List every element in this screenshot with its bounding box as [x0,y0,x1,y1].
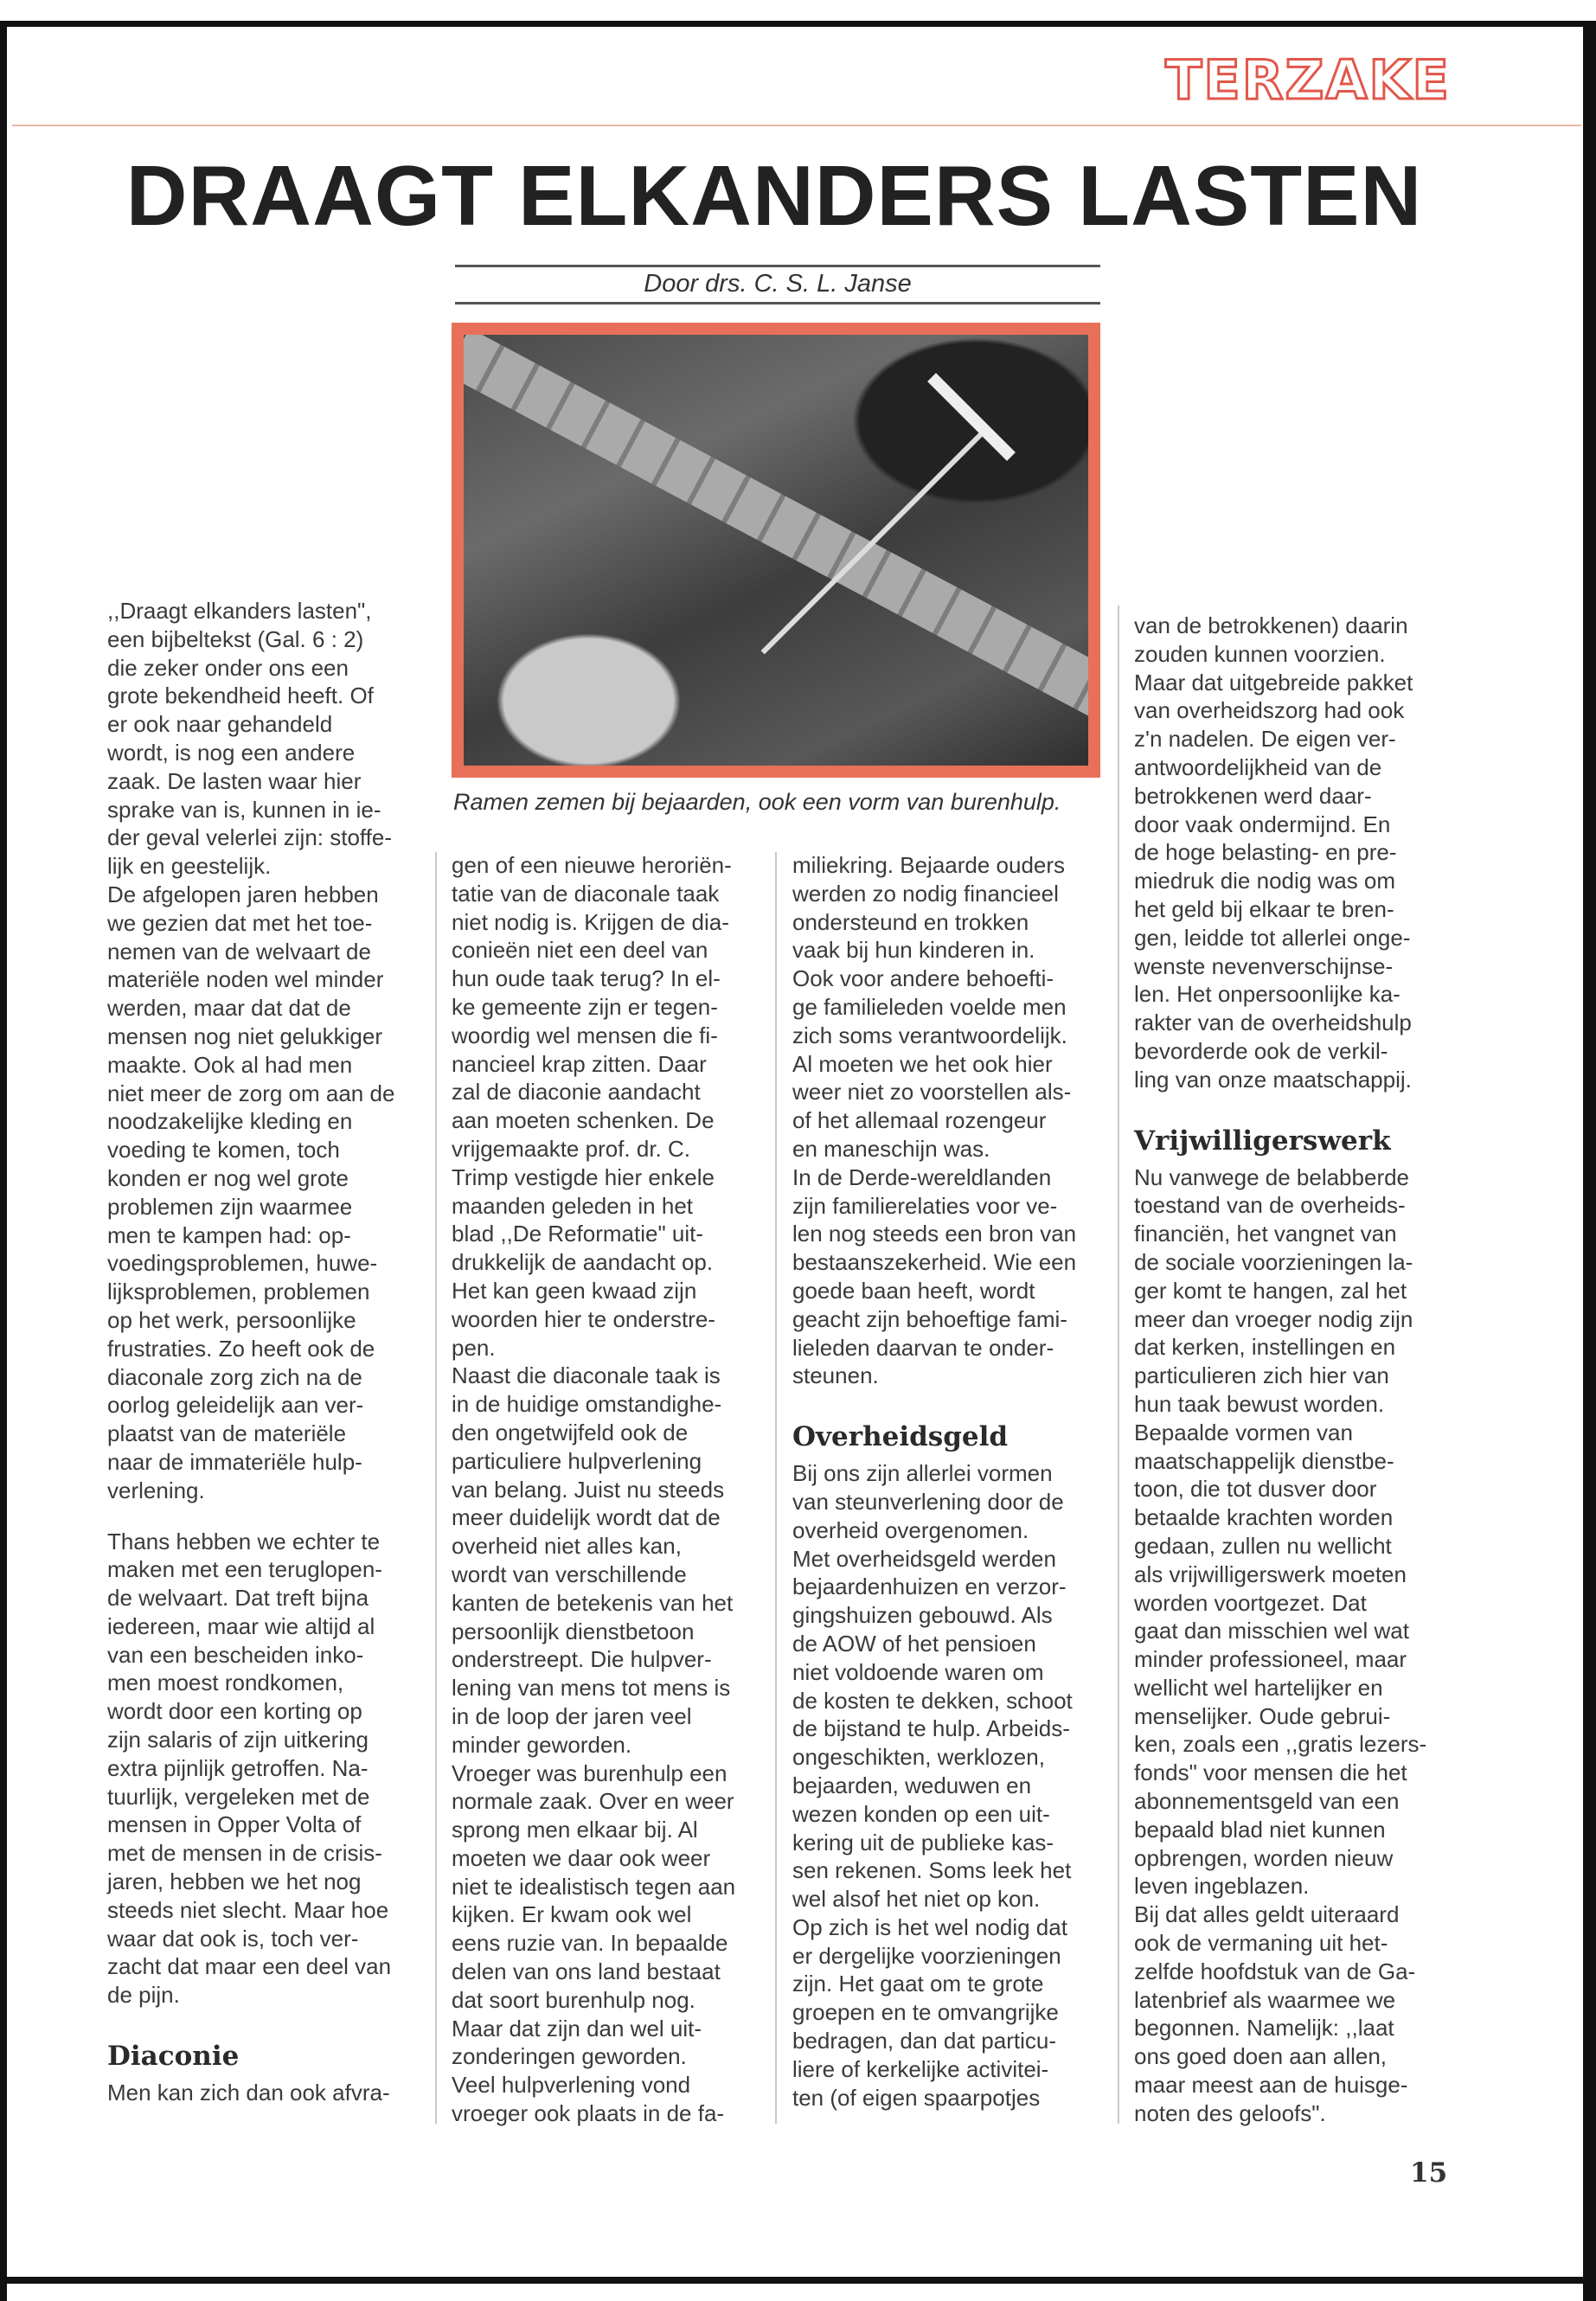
text-line: Vroeger was burenhulp een [452,1759,727,1786]
text-line: Men kan zich dan ook afvra- [107,2080,390,2106]
text-line: De afgelopen jaren hebben [107,881,379,907]
text-line: ke gemeente zijn er tegen- [452,993,718,1020]
text-line: normale zaak. Over en weer [452,1788,734,1815]
text-line: Trimp vestigde hier enkele [452,1163,715,1190]
text-line: ten (of eigen spaarpotjes [792,2084,1041,2111]
text-line: hun taak bewust worden. [1134,1390,1385,1417]
text-line: zouden kunnen voorzien. [1134,640,1386,667]
text-line: opbrengen, worden nieuw [1134,1844,1394,1871]
text-line: steunen. [792,1362,879,1389]
section-heading: Vrijwilligerswerk [1134,1125,1391,1157]
text-line: de AOW of het pensioen [792,1630,1036,1657]
text-line: er ook naar gehandeld [107,711,333,738]
text-line: betrokkenen werd daar- [1134,782,1372,809]
text-line: eens ruzie van. In bepaalde [452,1930,728,1957]
text-line: dat kerken, instellingen en [1134,1334,1396,1361]
text-line: liere of kerkelijke activitei- [792,2055,1049,2082]
text-line: Ook voor andere behoefti- [792,965,1054,992]
article-photo [452,323,1100,778]
text-line: der geval velerlei zijn: stoffe- [107,824,393,851]
text-line: aan moeten schenken. De [452,1107,715,1134]
text-line: hun oude taak terug? In el- [452,965,721,992]
text-line: grote bekendheid heeft. Of [107,683,374,709]
text-line: mensen nog niet gelukkiger [107,1022,382,1049]
text-line: Bij ons zijn allerlei vormen [792,1460,1053,1487]
text-line: meer duidelijk wordt dat de [452,1504,721,1531]
text-line: miliekring. Bejaarde ouders [792,852,1066,878]
text-line: geacht zijn behoeftige fami- [792,1305,1067,1332]
text-line: abonnementsgeld van een [1134,1788,1400,1815]
text-line: diaconale zorg zich na de [107,1363,362,1390]
text-line: Het kan geen kwaad zijn [452,1277,697,1304]
text-line: of het allemaal rozengeur [792,1107,1047,1134]
text-line: bedragen, dan dat particu- [792,2028,1056,2054]
text-line: ons goed doen aan allen, [1134,2043,1388,2070]
text-line: minder geworden. [452,1731,632,1758]
text-line: Maar dat uitgebreide pakket [1134,669,1413,695]
text-line: noodzakelijke kleding en [107,1108,353,1135]
byline-rule-top [455,265,1100,267]
text-line: extra pijnlijk getroffen. Na- [107,1754,369,1781]
text-line: iedereen, maar wie altijd al [107,1612,375,1639]
text-line: blad ,,De Reformatie" uit- [452,1221,704,1247]
text-line: een bijbeltekst (Gal. 6 : 2) [107,625,364,652]
text-line: jaren, hebben we het nog [107,1868,362,1895]
text-line: niet nodig is. Krijgen de dia- [452,908,729,935]
text-line: fonds" voor mensen die het [1134,1759,1407,1786]
text-line: niet meer de zorg om aan de [107,1080,395,1106]
page-frame-bottom [0,2277,1596,2284]
text-line: onderstreept. Die hulpver- [452,1646,712,1673]
text-line: ger komt te hangen, zal het [1134,1277,1407,1304]
page-number: 15 [1410,2157,1448,2189]
text-line: men te kampen had: op- [107,1221,351,1248]
text-line: met de mensen in de crisis- [107,1840,382,1867]
text-line: bevorderde ook de verkil- [1134,1037,1388,1064]
byline-rule-bottom [455,302,1100,304]
text-line: zelfde hoofdstuk van de Ga- [1134,1958,1416,1984]
paragraph-gap [107,1505,427,1528]
text-line: goede baan heeft, wordt [792,1277,1035,1304]
text-line: de welvaart. Dat treft bijna [107,1585,369,1612]
text-line: persoonlijk dienstbetoon [452,1618,695,1644]
text-line: ling van onze maatschappij. [1134,1066,1412,1093]
text-line: het geld bij elkaar te bren- [1134,895,1394,922]
text-line: maakte. Ook al had men [107,1051,353,1078]
text-line: zal de diaconie aandacht [452,1079,701,1106]
column-divider [435,852,437,2124]
text-line: lijksproblemen, problemen [107,1279,370,1305]
text-line: delen van ons land bestaat [452,1958,721,1985]
text-line: van steunverlening door de [792,1488,1064,1515]
text-line: tuurlijk, vergeleken met de [107,1783,370,1810]
text-line: wordt door een korting op [107,1698,362,1725]
text-line: zaak. De lasten waar hier [107,767,362,794]
text-line: maanden geleden in het [452,1192,694,1219]
article-column-1 [107,597,427,2107]
text-line: konden er nog wel grote [107,1164,349,1191]
text-line: particulieren zich hier van [1134,1362,1389,1389]
section-heading: Overheidsgeld [792,1421,1009,1453]
header-rule [12,125,1581,126]
text-line: gingshuizen gebouwd. Als [792,1602,1053,1629]
text-line: problemen zijn waarmee [107,1193,353,1220]
text-line: steeds niet slecht. Maar hoe [107,1896,389,1923]
text-line: gen, leidde tot allerlei onge- [1134,924,1411,951]
text-line: men moest rondkomen, [107,1670,344,1696]
text-line: de bijstand te hulp. Arbeids- [792,1715,1070,1742]
text-line: lening van mens tot mens is [452,1675,731,1702]
text-line: Bepaalde vormen van [1134,1419,1353,1445]
page-frame-right [1583,21,1596,2301]
text-line: leven ingeblazen. [1134,1873,1310,1900]
page-frame-top [0,21,1585,27]
text-line: maatschappelijk dienstbe- [1134,1447,1394,1474]
text-line: niet voldoende waren om [792,1658,1044,1685]
text-line: sen rekenen. Soms leek het [792,1857,1072,1884]
text-line: sprake van is, kunnen in ie- [107,796,381,823]
text-line: door vaak ondermijnd. En [1134,811,1391,837]
text-line: zacht dat maar een deel van [107,1953,392,1980]
text-line: oorlog geleidelijk aan ver- [107,1392,364,1419]
text-line: de kosten te dekken, schoot [792,1687,1073,1714]
text-line: financiën, het vangnet van [1134,1221,1397,1247]
text-line: woordig wel mensen die fi- [452,1022,718,1048]
text-line: Op zich is het wel nodig dat [792,1913,1067,1940]
text-line: den ongetwijfeld ook de [452,1419,689,1445]
text-line: meer dan vroeger nodig zijn [1134,1305,1413,1332]
text-line: mensen in Opper Volta of [107,1811,362,1838]
text-line: betaalde krachten worden [1134,1504,1394,1531]
text-line: bepaald blad niet kunnen [1134,1816,1386,1843]
text-line: ,,Draagt elkanders lasten", [107,598,372,624]
text-line: zich soms verantwoordelijk. [792,1022,1067,1048]
text-line: lieleden daarvan te onder- [792,1334,1054,1361]
terzake-logo: TERZAKE [1165,48,1451,112]
text-line: naar de immateriële hulp- [107,1448,362,1475]
text-line: verlening. [107,1477,205,1503]
byline: Door drs. C. S. L. Janse [644,270,912,298]
text-line: in de huidige omstandighe- [452,1391,722,1418]
text-line: ondersteund en trokken [792,908,1029,935]
text-line: toon, die tot dusver door [1134,1476,1377,1503]
text-line: werden, maar dat dat de [107,995,351,1022]
text-line: kanten de betekenis van het [452,1589,734,1616]
text-line: wellicht wel hartelijker en [1134,1674,1383,1701]
text-line: vaak bij hun kinderen in. [792,937,1035,964]
text-line: zijn salaris of zijn uitkering [107,1727,369,1753]
text-line: wezen konden op een uit- [792,1800,1050,1827]
text-line: als vrijwilligerswerk moeten [1134,1561,1407,1587]
text-line: Veel hulpverlening vond [452,2072,691,2099]
text-line: Met overheidsgeld werden [792,1545,1056,1572]
text-line: ge familieleden voelde men [792,993,1067,1020]
text-line: die zeker onder ons een [107,654,349,681]
text-line: voeding te komen, toch [107,1137,340,1163]
text-line: materiële noden wel minder [107,966,384,993]
text-line: wel alsof het niet op kon. [792,1886,1041,1913]
text-line: van de betrokkenen) daarin [1134,612,1408,638]
text-line: en maneschijn was. [792,1135,990,1162]
text-line: weer niet zo voorstellen als- [792,1079,1072,1106]
text-line: frustraties. Zo heeft ook de [107,1335,375,1362]
photo-window-cleaning [464,335,1088,766]
text-line: werden zo nodig financieel [792,880,1059,907]
text-line: z'n nadelen. De eigen ver- [1134,726,1396,753]
text-line: overheid overgenomen. [792,1516,1029,1543]
text-line: van een bescheiden inko- [107,1641,364,1668]
text-line: voedingsproblemen, huwe- [107,1250,378,1277]
text-line: zijn familierelaties voor ve- [792,1192,1058,1219]
text-line: particuliere hulpverlening [452,1447,702,1474]
text-line: gedaan, zullen nu wellicht [1134,1532,1392,1559]
text-line: groepen en te omvangrijke [792,1999,1059,2026]
article-column-2 [452,851,767,2128]
text-line: maar meest aan de huisge- [1134,2072,1408,2099]
text-line: sprong men elkaar bij. Al [452,1817,698,1843]
text-line: zijn. Het gaat om te grote [792,1971,1044,1997]
page-frame-left [0,21,7,2301]
text-line: miedruk die nodig was om [1134,868,1396,894]
text-line: len nog steeds een bron van [792,1221,1077,1247]
text-line: In de Derde-wereldlanden [792,1163,1052,1190]
article-column-4 [1134,612,1450,2128]
text-line: op het werk, persoonlijke [107,1306,356,1333]
text-line: minder professioneel, maar [1134,1646,1407,1673]
photo-window-frame [464,335,1088,740]
text-line: de sociale voorzieningen la- [1134,1248,1413,1275]
text-line: bejaardenhuizen en verzor- [792,1574,1067,1600]
text-line: overheid niet alles kan, [452,1533,682,1560]
text-line: plaatst van de materiële [107,1420,347,1447]
text-line: nancieel krap zitten. Daar [452,1050,707,1077]
text-line: Bij dat alles geldt uiteraard [1134,1901,1400,1928]
text-line: van overheidszorg had ook [1134,697,1405,724]
text-line: ongeschikten, werklozen, [792,1744,1045,1771]
text-line: wordt, is nog een andere [107,739,356,766]
text-line: in de loop der jaren veel [452,1702,692,1729]
photo-caption: Ramen zemen bij bejaarden, ook een vorm van burenhulp. [453,789,1061,815]
text-line: bejaarden, weduwen en [792,1772,1032,1798]
text-line: kijken. Er kwam ook wel [452,1901,692,1928]
text-line: wenste nevenverschijnse- [1134,952,1394,979]
column-divider [1118,606,1119,2124]
column-divider [775,852,777,2124]
text-line: er dergelijke voorzieningen [792,1942,1061,1969]
text-line: toestand van de overheids- [1134,1192,1406,1219]
photo-squeegee-head [927,373,1016,461]
text-line: maken met een teruglopen- [107,1556,382,1583]
text-line: woorden hier te onderstre- [452,1305,715,1332]
text-line: begonnen. Namelijk: ,,laat [1134,2015,1394,2041]
text-line: Nu vanwege de belabberde [1134,1163,1410,1190]
text-line: ook de vermaning uit het- [1134,1930,1388,1957]
text-line: moeten we daar ook weer [452,1844,711,1871]
text-line: bestaanszekerheid. Wie een [792,1249,1077,1276]
text-line: len. Het onpersoonlijke ka- [1134,981,1401,1008]
text-line: de hoge belasting- en pre- [1134,839,1397,866]
text-line: conieën niet een deel van [452,937,708,964]
text-line: gaat dan misschien wel wat [1134,1618,1409,1644]
text-line: we gezien dat met het toe- [107,909,373,936]
text-line: lijk en geestelijk. [107,853,272,880]
article-column-3 [792,851,1108,2112]
text-line: waar dat ook is, toch ver- [107,1925,359,1952]
text-line: antwoordelijkheid van de [1134,753,1382,780]
text-line: Thans hebben we echter te [107,1528,381,1554]
section-heading: Diaconie [107,2041,240,2073]
text-line: Maar dat zijn dan wel uit- [452,2015,702,2041]
text-line: pen. [452,1334,496,1361]
text-line: dat soort burenhulp nog. [452,1986,695,2013]
text-line: gen of een nieuwe heroriën- [452,852,732,878]
text-line: van belang. Juist nu steeds [452,1476,725,1503]
text-line: niet te idealistisch tegen aan [452,1873,736,1900]
text-line: rakter van de overheidshulp [1134,1009,1412,1036]
text-line: Naast die diaconale taak is [452,1362,721,1389]
text-line: wordt van verschillende [452,1561,687,1587]
text-line: zonderingen geworden. [452,2043,687,2070]
text-line: Al moeten we het ook hier [792,1050,1053,1077]
text-line: de pijn. [107,1982,180,2009]
text-line: menselijker. Oude gebrui- [1134,1702,1391,1729]
article-title: DRAAGT ELKANDERS LASTEN [125,148,1423,243]
text-line: worden voortgezet. Dat [1134,1589,1367,1616]
text-line: vrijgemaakte prof. dr. C. [452,1135,690,1162]
text-line: vroeger ook plaats in de fa- [452,2100,725,2127]
text-line: kering uit de publieke kas- [792,1829,1054,1856]
text-line: ken, zoals een ,,gratis lezers- [1134,1731,1427,1758]
text-line: noten des geloofs". [1134,2099,1326,2126]
text-line: tatie van de diaconale taak [452,880,720,907]
text-line: nemen van de welvaart de [107,938,371,965]
text-line: drukkelijk de aandacht op. [452,1249,714,1276]
text-line: latenbrief als waarmee we [1134,1986,1396,2013]
